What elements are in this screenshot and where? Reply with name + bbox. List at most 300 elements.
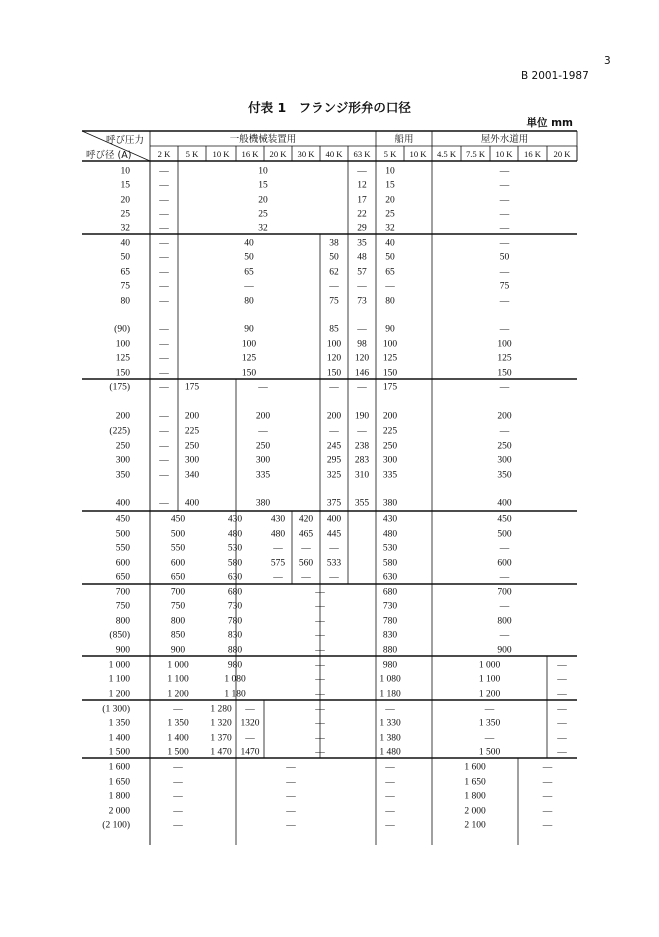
value-cell: 120	[326, 353, 342, 364]
value-cell: —	[173, 820, 183, 831]
value-cell: —	[286, 791, 296, 802]
value-cell: 430	[382, 514, 398, 525]
value-cell: —	[385, 791, 395, 802]
nominal-diameter-cell: (90)	[114, 324, 130, 335]
value-cell: 400	[326, 514, 342, 525]
value-cell: 1 400	[167, 733, 189, 744]
value-cell: 80	[385, 296, 395, 307]
value-cell: —	[542, 777, 553, 788]
value-cell: 880	[382, 645, 398, 656]
page-number: 3	[604, 55, 611, 67]
value-cell: —	[159, 411, 169, 422]
value-cell: —	[315, 601, 325, 612]
value-cell: —	[557, 747, 567, 758]
value-cell: 700	[497, 587, 512, 598]
value-cell: 1 600	[464, 762, 486, 773]
nominal-diameter-cell: 1 500	[108, 747, 130, 758]
nominal-diameter-cell: 350	[115, 470, 130, 481]
value-cell: 29	[357, 223, 367, 234]
value-cell: —	[159, 267, 169, 278]
pressure-header-6: 30 K	[297, 149, 315, 159]
value-cell: 200	[255, 411, 271, 422]
value-cell: 175	[382, 382, 398, 393]
nominal-diameter-cell: 550	[115, 543, 130, 554]
value-cell: 200	[326, 411, 342, 422]
value-cell: 300	[497, 455, 512, 466]
value-cell: 146	[354, 368, 370, 379]
value-cell: 1470	[240, 747, 260, 758]
value-cell: —	[484, 704, 495, 715]
value-cell: 175	[184, 382, 200, 393]
value-cell: 10	[385, 166, 395, 177]
value-cell: 335	[255, 470, 271, 481]
value-cell: —	[159, 339, 169, 350]
value-cell: 310	[354, 470, 370, 481]
value-cell: 430	[270, 514, 286, 525]
value-cell: 250	[497, 441, 512, 452]
value-cell: 420	[298, 514, 314, 525]
value-cell: 680	[382, 587, 398, 598]
table-title: 付表 1 フランジ形弁の口径	[248, 100, 411, 115]
value-cell: —	[315, 660, 325, 671]
value-cell: —	[258, 382, 268, 393]
value-cell: 22	[357, 209, 367, 220]
document-code: B 2001-1987	[521, 70, 589, 82]
nominal-diameter-cell: 500	[115, 529, 130, 540]
value-cell: 650	[170, 572, 186, 583]
value-cell: —	[159, 296, 169, 307]
value-cell: —	[315, 645, 325, 656]
value-cell: 10	[258, 166, 268, 177]
nominal-diameter-cell: 250	[115, 441, 130, 452]
value-cell: —	[244, 281, 254, 292]
value-cell: 325	[326, 470, 342, 481]
value-cell: 150	[382, 368, 398, 379]
value-cell: —	[159, 353, 169, 364]
value-cell: 50	[244, 252, 254, 263]
value-cell: 35	[357, 238, 367, 249]
value-cell: 90	[385, 324, 395, 335]
nominal-diameter-cell: 400	[115, 498, 130, 509]
value-cell: 700	[170, 587, 186, 598]
group-header-marine: 船用	[394, 134, 414, 145]
value-cell: —	[173, 762, 183, 773]
value-cell: 85	[329, 324, 339, 335]
value-cell: —	[159, 166, 169, 177]
value-cell: —	[159, 426, 169, 437]
value-cell: —	[499, 630, 510, 641]
value-cell: 560	[298, 558, 314, 569]
pressure-header-8: 63 K	[353, 149, 371, 159]
value-cell: 400	[184, 498, 200, 509]
value-cell: —	[385, 281, 395, 292]
value-cell: —	[173, 806, 183, 817]
value-cell: —	[357, 324, 367, 335]
value-cell: 1 470	[210, 747, 232, 758]
value-cell: 1 280	[210, 704, 232, 715]
pressure-header-2: 5 K	[185, 149, 199, 159]
nominal-diameter-cell: 1 350	[108, 718, 130, 729]
value-cell: 1 080	[379, 674, 401, 685]
value-cell: 50	[329, 252, 339, 263]
value-cell: —	[315, 674, 325, 685]
nominal-diameter-cell: 15	[120, 180, 130, 191]
value-cell: 1 000	[478, 660, 501, 671]
nominal-diameter-cell: 125	[115, 353, 130, 364]
value-cell: 2 000	[464, 806, 486, 817]
value-cell: 50	[499, 252, 510, 263]
value-cell: —	[385, 762, 395, 773]
value-cell: 600	[170, 558, 186, 569]
value-cell: —	[159, 238, 169, 249]
value-cell: —	[159, 281, 169, 292]
value-cell: 73	[357, 296, 367, 307]
value-cell: 1 100	[478, 674, 501, 685]
value-cell: 630	[382, 572, 398, 583]
value-cell: 400	[497, 498, 512, 509]
value-cell: —	[159, 195, 169, 206]
value-cell: 62	[329, 267, 339, 278]
value-cell: 300	[184, 455, 200, 466]
value-cell: —	[159, 252, 169, 263]
value-cell: —	[499, 543, 510, 554]
value-cell: 250	[382, 441, 398, 452]
value-cell: —	[159, 209, 169, 220]
nominal-diameter-cell: 40	[120, 238, 130, 249]
value-cell: 1 800	[464, 791, 486, 802]
value-cell: —	[557, 689, 567, 700]
pressure-header-3: 10 K	[212, 149, 230, 159]
value-cell: 480	[227, 529, 243, 540]
value-cell: —	[557, 674, 567, 685]
value-cell: —	[499, 166, 510, 177]
value-cell: —	[557, 733, 567, 744]
value-cell: —	[258, 426, 268, 437]
value-cell: —	[173, 791, 183, 802]
nominal-diameter-cell: 32	[120, 223, 130, 234]
value-cell: —	[301, 543, 311, 554]
corner-pressure-label: 呼び圧力	[105, 135, 144, 146]
value-cell: —	[173, 704, 183, 715]
nominal-diameter-cell: 700	[115, 587, 130, 598]
value-cell: 1 100	[167, 674, 189, 685]
value-cell: 450	[497, 514, 512, 525]
value-cell: —	[286, 806, 296, 817]
value-cell: 500	[497, 529, 512, 540]
nominal-diameter-cell: 600	[115, 558, 130, 569]
nominal-diameter-cell: 450	[115, 514, 130, 525]
value-cell: —	[315, 733, 325, 744]
value-cell: 350	[497, 470, 512, 481]
value-cell: —	[385, 704, 395, 715]
value-cell: 120	[354, 353, 370, 364]
value-cell: —	[286, 762, 296, 773]
pressure-header-11: 4.5 K	[436, 149, 457, 159]
value-cell: —	[173, 777, 183, 788]
value-cell: —	[315, 630, 325, 641]
value-cell: 780	[227, 616, 243, 627]
value-cell: 1 180	[379, 689, 401, 700]
value-cell: 1 350	[167, 718, 189, 729]
value-cell: 32	[385, 223, 395, 234]
value-cell: 380	[382, 498, 398, 509]
value-cell: 480	[382, 529, 398, 540]
value-cell: 550	[170, 543, 186, 554]
nominal-diameter-cell: 50	[120, 252, 130, 263]
value-cell: —	[301, 572, 311, 583]
nominal-diameter-cell: 1 800	[108, 791, 130, 802]
value-cell: 40	[244, 238, 254, 249]
value-cell: 100	[497, 339, 512, 350]
value-cell: 1 200	[478, 689, 501, 700]
value-cell: 335	[382, 470, 398, 481]
value-cell: 2 100	[464, 820, 486, 831]
value-cell: —	[286, 777, 296, 788]
value-cell: 15	[258, 180, 268, 191]
value-cell: 100	[326, 339, 342, 350]
value-cell: —	[159, 382, 169, 393]
value-cell: 355	[354, 498, 370, 509]
value-cell: 1 500	[478, 747, 501, 758]
value-cell: —	[286, 820, 296, 831]
nominal-diameter-cell: 100	[115, 339, 130, 350]
value-cell: 200	[184, 411, 200, 422]
value-cell: —	[273, 543, 283, 554]
nominal-diameter-cell: 20	[120, 195, 130, 206]
pressure-header-1: 2 K	[157, 149, 171, 159]
value-cell: 20	[258, 195, 268, 206]
nominal-diameter-cell: 1 600	[108, 762, 130, 773]
value-cell: 38	[329, 238, 339, 249]
nominal-diameter-cell: 650	[115, 572, 130, 583]
value-cell: 1 480	[379, 747, 401, 758]
value-cell: 283	[354, 455, 370, 466]
pressure-header-9: 5 K	[383, 149, 397, 159]
value-cell: 12	[357, 180, 367, 191]
value-cell: 500	[170, 529, 186, 540]
value-cell: 250	[255, 441, 271, 452]
value-cell: 1 180	[224, 689, 246, 700]
value-cell: 300	[382, 455, 398, 466]
value-cell: 15	[385, 180, 395, 191]
nominal-diameter-cell: 1 100	[108, 674, 130, 685]
value-cell: 150	[326, 368, 342, 379]
value-cell: —	[159, 441, 169, 452]
value-cell: 1 000	[167, 660, 189, 671]
value-cell: 780	[382, 616, 398, 627]
value-cell: 1 350	[478, 718, 501, 729]
value-cell: 80	[244, 296, 254, 307]
value-cell: —	[245, 704, 255, 715]
value-cell: —	[542, 806, 553, 817]
value-cell: 57	[357, 267, 367, 278]
value-cell: 465	[298, 529, 314, 540]
value-cell: 65	[244, 267, 254, 278]
value-cell: —	[315, 704, 325, 715]
nominal-diameter-cell: 25	[120, 209, 130, 220]
value-cell: 150	[497, 368, 512, 379]
value-cell: 1 200	[167, 689, 189, 700]
value-cell: 630	[227, 572, 243, 583]
value-cell: 25	[385, 209, 395, 220]
value-cell: —	[159, 470, 169, 481]
value-cell: 750	[170, 601, 186, 612]
nominal-diameter-cell: 1 400	[108, 733, 130, 744]
value-cell: —	[499, 267, 510, 278]
value-cell: —	[315, 587, 325, 598]
value-cell: 65	[385, 267, 395, 278]
nominal-diameter-cell: 900	[115, 645, 130, 656]
value-cell: —	[329, 572, 339, 583]
value-cell: 900	[170, 645, 186, 656]
value-cell: 900	[497, 645, 512, 656]
value-cell: —	[542, 791, 553, 802]
value-cell: —	[385, 820, 395, 831]
pressure-header-12: 7.5 K	[465, 149, 486, 159]
nominal-diameter-cell: (1 300)	[102, 704, 130, 715]
value-cell: 100	[382, 339, 398, 350]
value-cell: 430	[227, 514, 243, 525]
value-cell: 125	[497, 353, 512, 364]
value-cell: —	[557, 718, 567, 729]
value-cell: —	[499, 238, 510, 249]
value-cell: —	[484, 733, 495, 744]
value-cell: 225	[382, 426, 398, 437]
pressure-header-14: 16 K	[524, 149, 541, 159]
value-cell: 190	[354, 411, 370, 422]
value-cell: 1 370	[210, 733, 232, 744]
value-cell: —	[385, 777, 395, 788]
value-cell: 17	[357, 195, 367, 206]
nominal-diameter-cell: 200	[115, 411, 130, 422]
value-cell: 245	[326, 441, 342, 452]
value-cell: 1 080	[224, 674, 246, 685]
value-cell: —	[499, 382, 510, 393]
value-cell: —	[357, 426, 367, 437]
value-cell: 125	[382, 353, 398, 364]
value-cell: 1 500	[167, 747, 189, 758]
pressure-header-13: 10 K	[495, 149, 513, 159]
value-cell: 125	[241, 353, 257, 364]
value-cell: 375	[326, 498, 342, 509]
value-cell: 150	[241, 368, 257, 379]
value-cell: 90	[244, 324, 254, 335]
value-cell: 238	[354, 441, 370, 452]
nominal-diameter-cell: 750	[115, 601, 130, 612]
value-cell: —	[159, 455, 169, 466]
value-cell: 250	[184, 441, 200, 452]
pressure-header-7: 40 K	[325, 149, 343, 159]
nominal-diameter-cell: 1 000	[108, 660, 130, 671]
value-cell: —	[385, 806, 395, 817]
value-cell: 850	[170, 630, 186, 641]
value-cell: 25	[258, 209, 268, 220]
value-cell: —	[499, 195, 510, 206]
pressure-header-15: 20 K	[553, 149, 571, 159]
value-cell: 830	[382, 630, 398, 641]
nominal-diameter-cell: 150	[115, 368, 130, 379]
value-cell: 98	[357, 339, 367, 350]
value-cell: —	[329, 543, 339, 554]
value-cell: 20	[385, 195, 395, 206]
value-cell: 75	[329, 296, 339, 307]
value-cell: 530	[227, 543, 243, 554]
value-cell: —	[159, 180, 169, 191]
nominal-diameter-cell: 2 000	[108, 806, 130, 817]
value-cell: 1320	[240, 718, 260, 729]
value-cell: —	[357, 281, 367, 292]
value-cell: 1 650	[464, 777, 486, 788]
value-cell: 225	[184, 426, 200, 437]
value-cell: —	[159, 498, 169, 509]
value-cell: 530	[382, 543, 398, 554]
value-cell: —	[499, 324, 510, 335]
value-cell: 340	[184, 470, 200, 481]
value-cell: —	[557, 660, 567, 671]
nominal-diameter-cell: (2 100)	[102, 820, 130, 831]
value-cell: —	[329, 382, 339, 393]
value-cell: 50	[385, 252, 395, 263]
value-cell: 200	[497, 411, 512, 422]
pressure-header-10: 10 K	[409, 149, 427, 159]
value-cell: —	[499, 572, 510, 583]
value-cell: —	[315, 747, 325, 758]
value-cell: 830	[227, 630, 243, 641]
value-cell: —	[329, 426, 339, 437]
nominal-diameter-cell: 1 200	[108, 689, 130, 700]
value-cell: —	[273, 572, 283, 583]
value-cell: 880	[227, 645, 243, 656]
value-cell: 445	[326, 529, 342, 540]
value-cell: 600	[497, 558, 512, 569]
nominal-diameter-cell: 65	[120, 267, 130, 278]
value-cell: —	[159, 368, 169, 379]
value-cell: 800	[170, 616, 186, 627]
value-cell: —	[499, 180, 510, 191]
value-cell: 980	[382, 660, 398, 671]
nominal-diameter-cell: 800	[115, 616, 130, 627]
value-cell: —	[357, 166, 367, 177]
value-cell: 680	[227, 587, 243, 598]
value-cell: 40	[385, 238, 395, 249]
value-cell: 1 330	[379, 718, 401, 729]
value-cell: 533	[326, 558, 342, 569]
value-cell: 200	[382, 411, 398, 422]
nominal-diameter-cell: 80	[120, 296, 130, 307]
value-cell: —	[315, 616, 325, 627]
pressure-header-5: 20 K	[269, 149, 287, 159]
nominal-diameter-cell: (225)	[109, 426, 130, 437]
nominal-diameter-cell: 1 650	[108, 777, 130, 788]
value-cell: —	[159, 223, 169, 234]
value-cell: —	[499, 601, 510, 612]
value-cell: —	[357, 382, 367, 393]
value-cell: 75	[499, 281, 510, 292]
corner-diameter-label: 呼び径 (A)	[86, 150, 132, 161]
group-header-general: 一般機械装置用	[229, 134, 297, 145]
nominal-diameter-cell: 300	[115, 455, 130, 466]
value-cell: —	[499, 296, 510, 307]
value-cell: —	[499, 223, 510, 234]
value-cell: 300	[255, 455, 271, 466]
value-cell: 1 320	[210, 718, 232, 729]
value-cell: 32	[258, 223, 268, 234]
unit-label: 単位 mm	[526, 117, 573, 129]
value-cell: —	[329, 281, 339, 292]
value-cell: 800	[497, 616, 512, 627]
value-cell: 580	[227, 558, 243, 569]
value-cell: 480	[270, 529, 286, 540]
